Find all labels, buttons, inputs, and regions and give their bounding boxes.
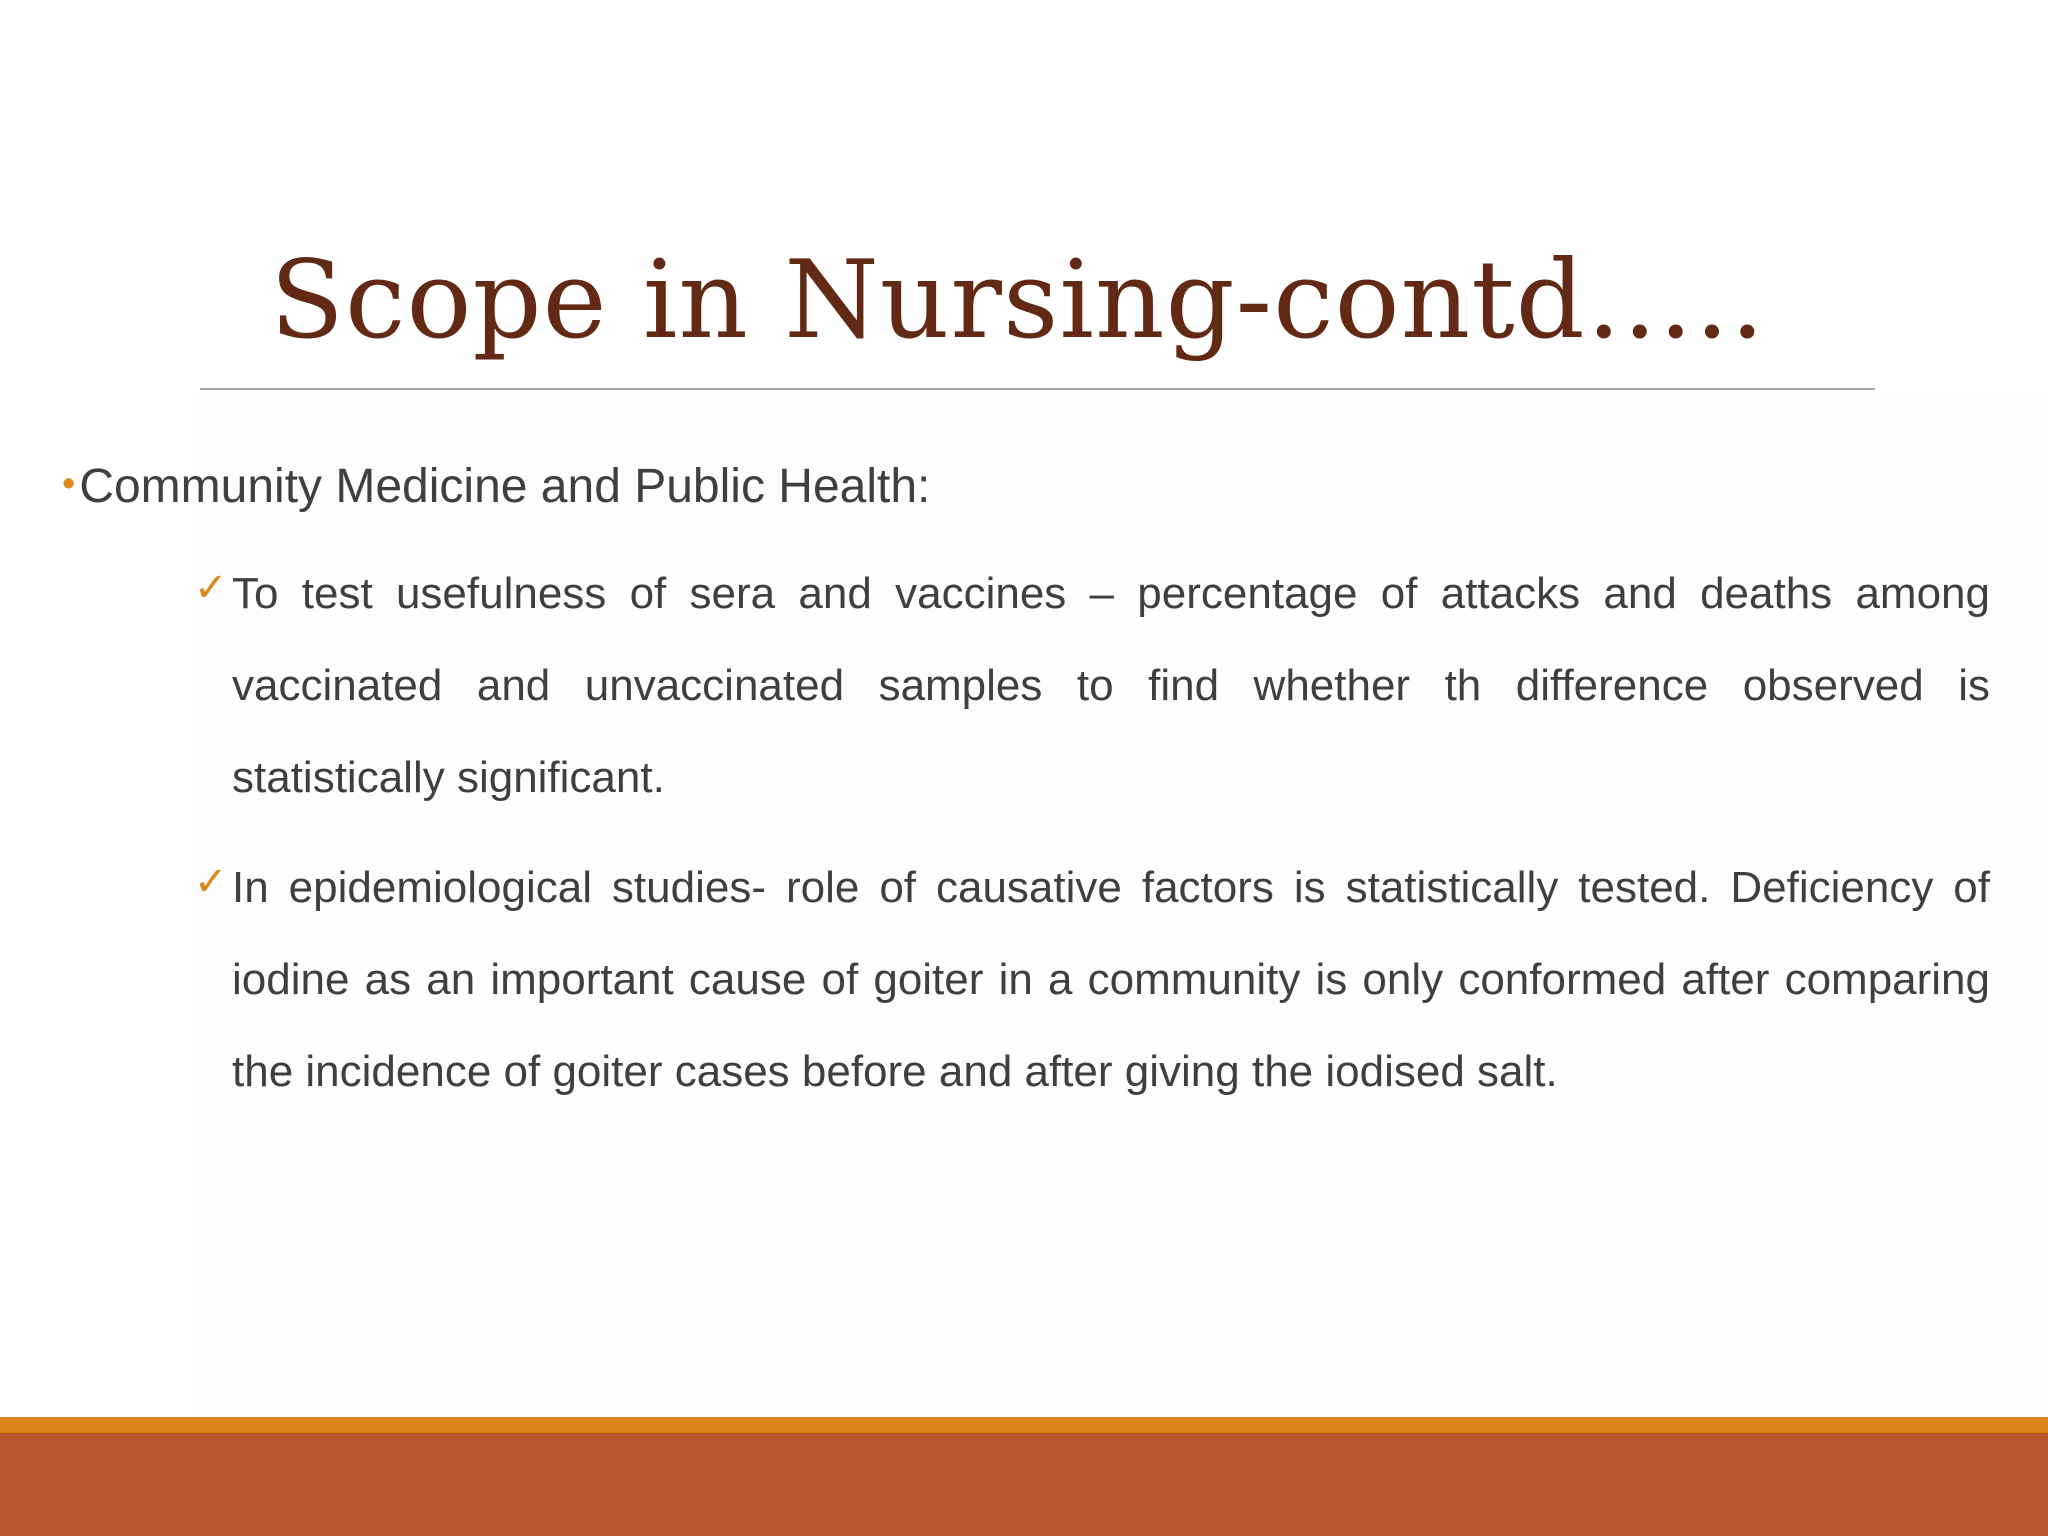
list-item-text: In epidemiological studies- role of causative factors is statistically tested. Deficiency of iodine as an important cause of goiter in a community is only conformed after comparing the incidence of goiter cases before and after giving the iodised salt. (232, 863, 1990, 1096)
list-item-sera-vaccines (194, 548, 1990, 824)
bullet-heading-text: Community Medicine and Public Health: (79, 460, 931, 513)
slide-title: Scope in Nursing-contd….. (270, 238, 1766, 363)
footer-band (0, 1433, 2048, 1536)
checkmark-icon: ✓ (194, 860, 228, 904)
list-item-text: To test usefulness of sera and vaccines – percentage of attacks and deaths among vaccinated and unvaccinated samples to find whether th difference observed is statistically significant. (232, 569, 1990, 802)
bullet-heading (62, 452, 930, 519)
bullet-dot-icon: • (62, 463, 76, 505)
footer-accent-stripe (0, 1417, 2048, 1433)
list-item-epidemiology (194, 842, 1990, 1118)
title-divider (200, 388, 1875, 390)
checkmark-icon: ✓ (194, 566, 228, 610)
